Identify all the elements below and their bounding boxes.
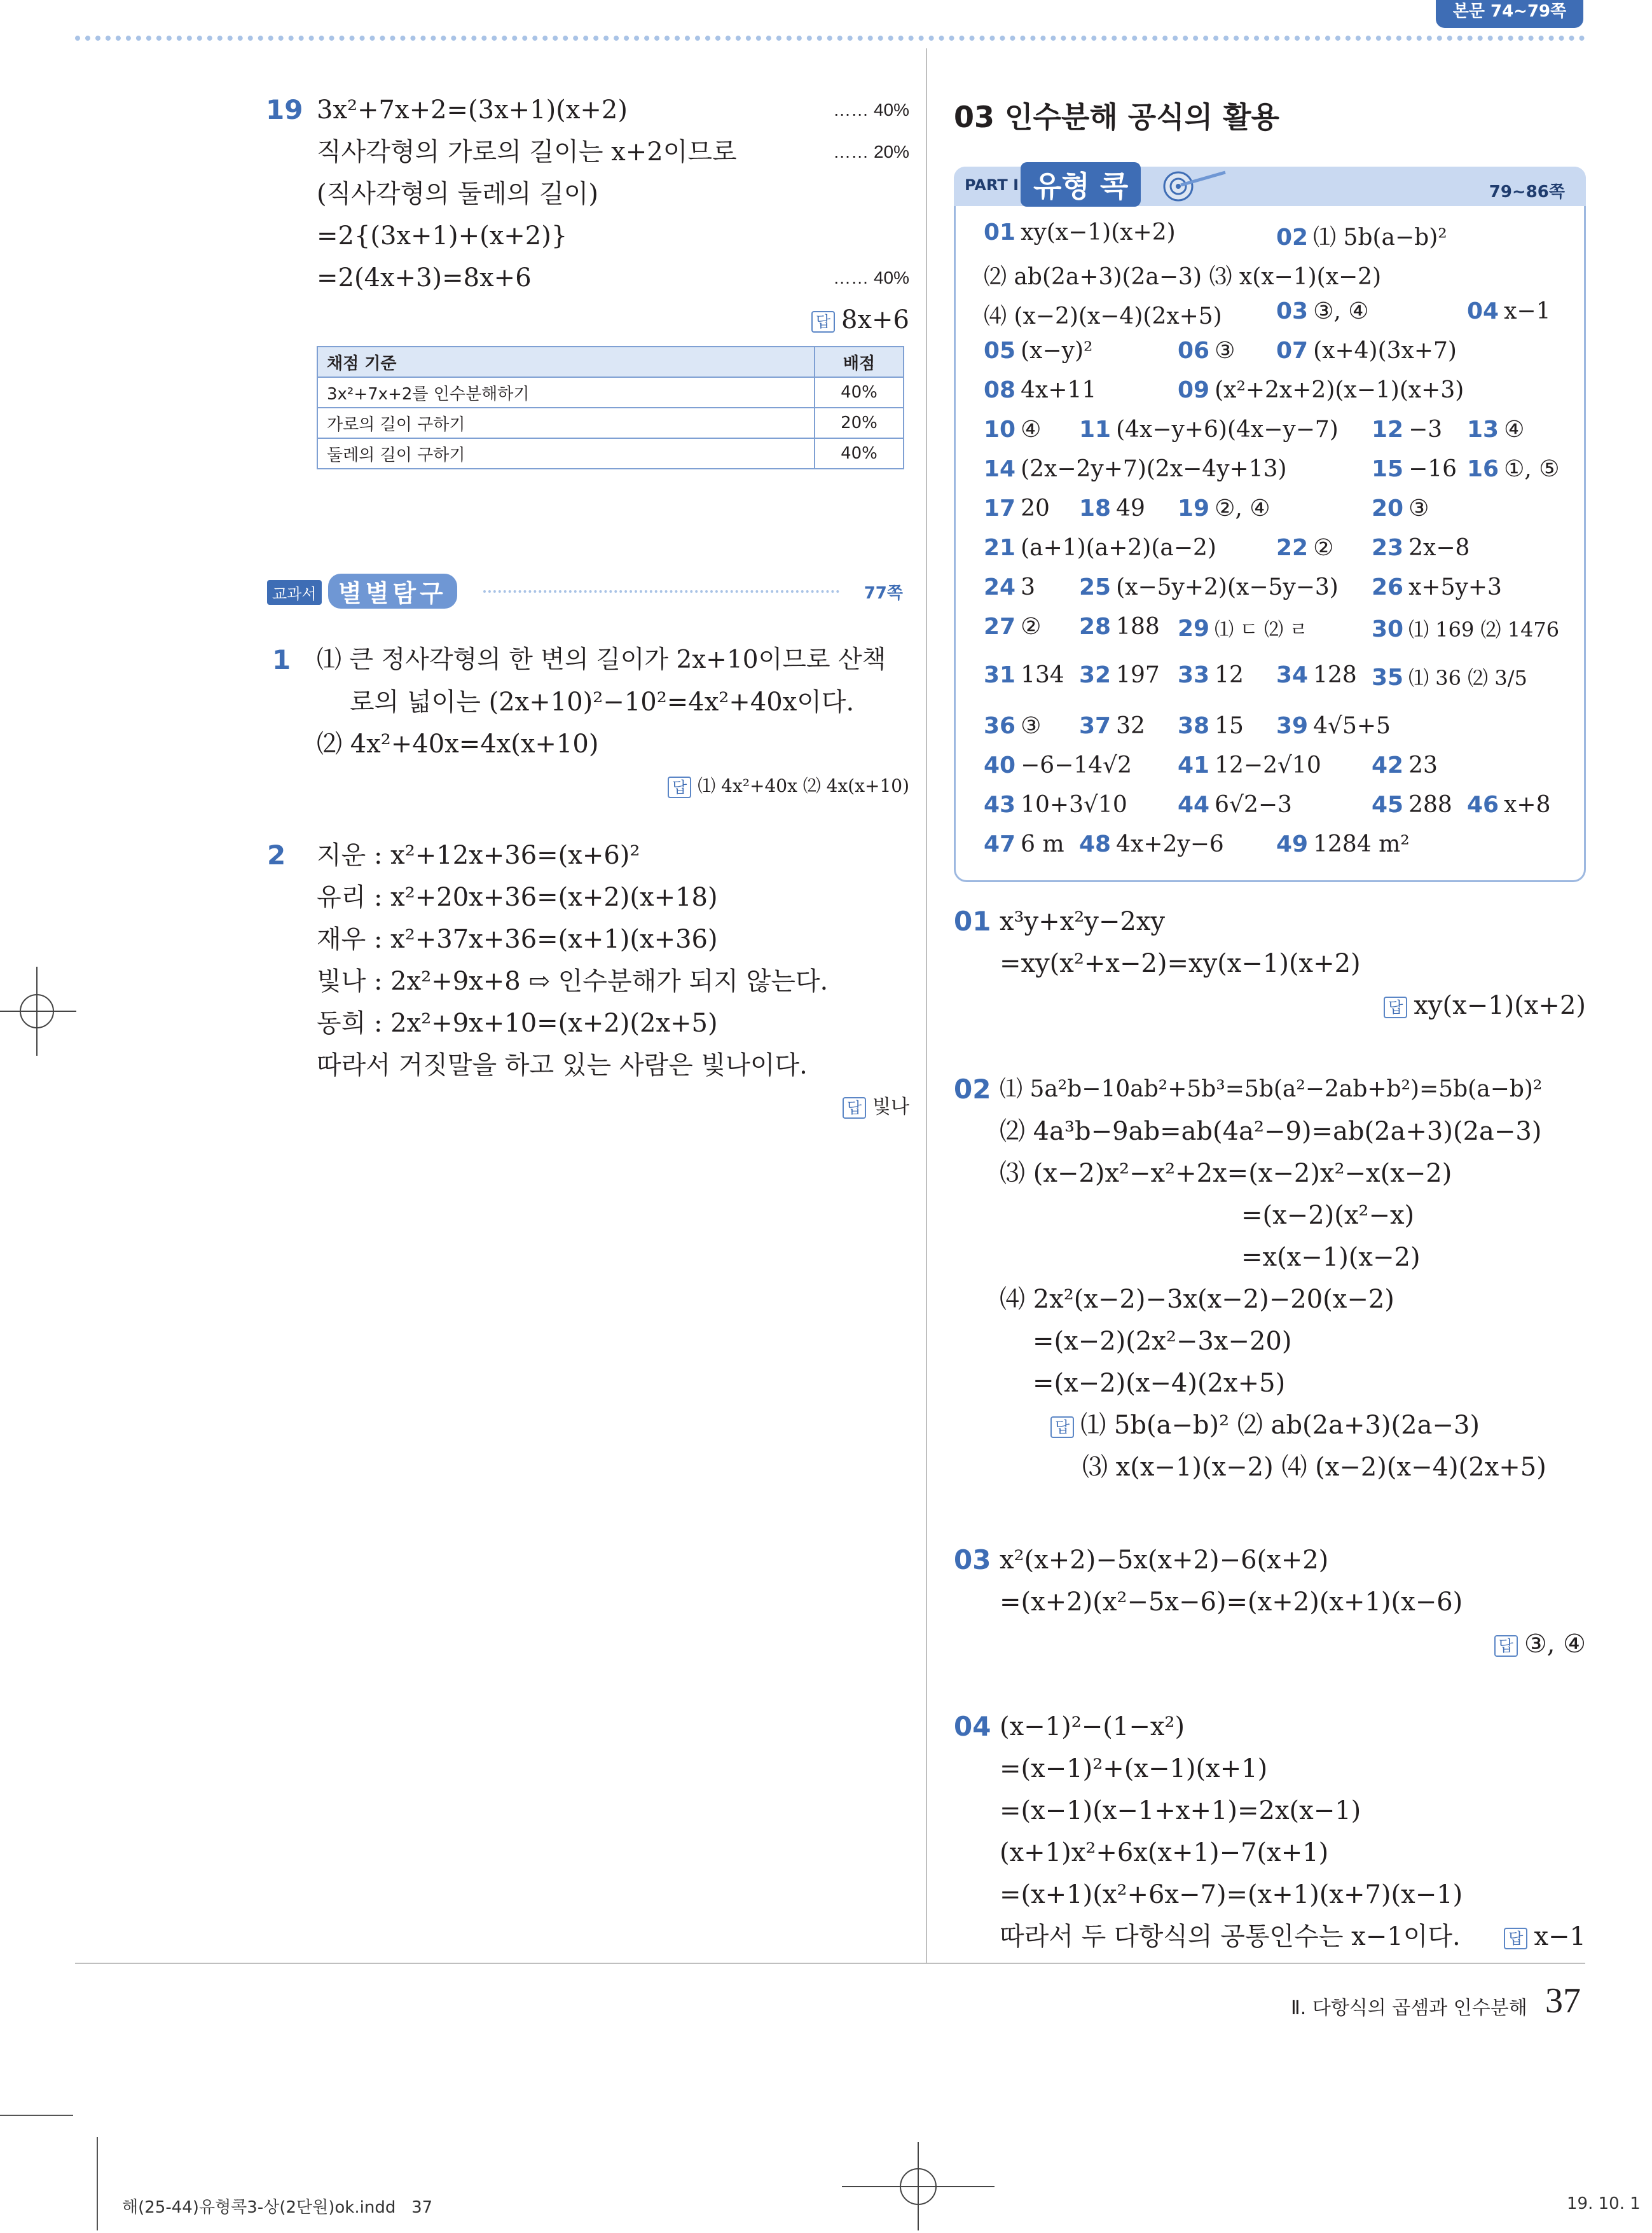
answer-value: 1284 m² bbox=[1313, 831, 1410, 857]
answer-value: 12−2√10 bbox=[1215, 752, 1321, 778]
footer-rule bbox=[75, 1963, 1585, 1964]
answer-num: 21 bbox=[984, 535, 1016, 561]
scoring-criteria-table bbox=[317, 346, 904, 469]
answer-value: −3 bbox=[1408, 417, 1443, 443]
problem-number: 19 bbox=[266, 94, 303, 125]
answer-value: 6√2−3 bbox=[1215, 792, 1292, 818]
solution-line: =(x−2)(x²−x) bbox=[1241, 1201, 1415, 1230]
answer-num: 14 bbox=[984, 456, 1016, 482]
answer-value: (x²+2x+2)(x−1)(x+3) bbox=[1215, 377, 1464, 403]
answer-text: ③, ④ bbox=[1524, 1629, 1586, 1659]
answer-value: 188 bbox=[1116, 614, 1160, 640]
header-page-ref: 본문 74~79쪽 bbox=[1452, 2, 1567, 21]
answer-value: ③ bbox=[1215, 338, 1236, 364]
answer-num: 28 bbox=[1079, 614, 1112, 640]
solution-line bbox=[317, 131, 909, 173]
footer-page-number: 37 bbox=[1545, 1981, 1581, 2021]
solution-line: =2{(3x+1)+(x+2)} bbox=[317, 221, 568, 251]
answer-value: x+8 bbox=[1504, 792, 1551, 818]
answer-value: 6 m bbox=[1021, 831, 1064, 857]
table-cell: 20% bbox=[815, 408, 904, 438]
answer-num: 05 bbox=[984, 338, 1016, 364]
answer-row bbox=[1000, 1446, 1586, 1488]
solution-01 bbox=[954, 901, 1586, 1027]
section-dotted-rule bbox=[483, 590, 839, 593]
problem-number: 02 bbox=[954, 1074, 991, 1105]
answer-value: (x+4)(3x+7) bbox=[1313, 338, 1457, 364]
answer-value: 32 bbox=[1116, 713, 1145, 739]
answer-num: 42 bbox=[1372, 752, 1404, 778]
answer-value: −16 bbox=[1408, 456, 1457, 482]
answer-num: 17 bbox=[984, 495, 1016, 522]
answer-num: 19 bbox=[1178, 495, 1210, 522]
solution-line: ⑷ 2x²(x−2)−3x(x−2)−20(x−2) bbox=[1000, 1285, 1394, 1314]
answer-row bbox=[317, 299, 909, 341]
answer-value: 4x+11 bbox=[1021, 377, 1097, 403]
solution-line: 로의 넓이는 (2x+10)²−10²=4x²+40x이다. bbox=[350, 688, 855, 717]
answer-text: ⑴ 4x²+40x ⑵ 4x(x+10) bbox=[698, 775, 909, 796]
problem-number: 04 bbox=[954, 1711, 991, 1742]
problem-number: 03 bbox=[954, 1544, 991, 1575]
answer-value: ⑴ 169 ⑵ 1476 bbox=[1408, 618, 1560, 642]
answer-row bbox=[1504, 1916, 1586, 1958]
pages-label: 79~86쪽 bbox=[1489, 183, 1565, 202]
answer-num: 44 bbox=[1178, 792, 1210, 818]
solution-02 bbox=[954, 1068, 1586, 1488]
answer-num: 41 bbox=[1178, 752, 1210, 778]
answer-value: 20 bbox=[1021, 495, 1050, 522]
answer-num: 49 bbox=[1276, 831, 1309, 857]
solution-line: =(x+1)(x²+6x−7)=(x+1)(x+7)(x−1) bbox=[1000, 1880, 1463, 1909]
answer-num: 20 bbox=[1372, 495, 1404, 522]
solution-line bbox=[317, 257, 909, 299]
answer-num: 38 bbox=[1178, 713, 1210, 739]
solution-line: =x(x−1)(x−2) bbox=[1241, 1243, 1421, 1272]
section-title: 별별탐구 bbox=[328, 574, 457, 609]
answer-mark: 답 bbox=[811, 311, 835, 333]
solution-line: 재우 : x²+37x+36=(x+1)(x+36) bbox=[317, 925, 718, 954]
solution-line: 지운 : x²+12x+36=(x+6)² bbox=[317, 841, 640, 870]
answer-text: ⑴ 5b(a−b)² ⑵ ab(2a+3)(2a−3) bbox=[1080, 1411, 1480, 1440]
answer-mark: 답 bbox=[843, 1097, 866, 1119]
solution-line: =(x+2)(x²−5x−6)=(x+2)(x+1)(x−6) bbox=[1000, 1587, 1463, 1617]
answer-num: 34 bbox=[1276, 662, 1309, 688]
solution-line: 유리 : x²+20x+36=(x+2)(x+18) bbox=[317, 883, 718, 912]
answer-num: 26 bbox=[1372, 574, 1404, 600]
solution-line: =(x−1)²+(x−1)(x+1) bbox=[1000, 1754, 1268, 1783]
line-text: 따라서 두 다항식의 공통인수는 x−1이다. bbox=[1000, 1922, 1461, 1951]
table-cell: 3x²+7x+2를 인수분해하기 bbox=[317, 377, 815, 408]
answer-num: 09 bbox=[1178, 377, 1210, 403]
footer-chapter: Ⅱ. 다항식의 곱셈과 인수분해 bbox=[1291, 1997, 1527, 2019]
answer-num: 31 bbox=[984, 662, 1016, 688]
answer-value: 2x−8 bbox=[1408, 535, 1470, 561]
answer-value: 10+3√10 bbox=[1021, 792, 1127, 818]
answers-grid bbox=[984, 219, 1575, 875]
answer-num: 07 bbox=[1276, 338, 1309, 364]
section-label: 교과서 bbox=[267, 580, 322, 605]
answer-num: 43 bbox=[984, 792, 1016, 818]
answer-num: 29 bbox=[1178, 616, 1210, 642]
answer-num: 25 bbox=[1079, 574, 1112, 600]
solution-line: ⑶ (x−2)x²−x²+2x=(x−2)x²−x(x−2) bbox=[1000, 1159, 1452, 1188]
answer-value: 4x+2y−6 bbox=[1116, 831, 1224, 857]
answer-value: ②, ④ bbox=[1215, 495, 1270, 522]
line-text: =2(4x+3)=8x+6 bbox=[317, 263, 532, 293]
table-cell: 40% bbox=[815, 377, 904, 408]
answer-value: 15 bbox=[1215, 713, 1244, 739]
table-cell: 둘레의 길이 구하기 bbox=[317, 438, 815, 469]
solution-line: 빛나 : 2x²+9x+8 ⇨ 인수분해가 되지 않는다. bbox=[317, 967, 829, 996]
section-title: 03 인수분해 공식의 활용 bbox=[954, 100, 1279, 134]
table-header-row bbox=[317, 347, 904, 377]
solution-line bbox=[1000, 1916, 1586, 1958]
answer-value: ⑷ (x−2)(x−4)(2x+5) bbox=[984, 303, 1222, 329]
table-cell: 40% bbox=[815, 438, 904, 469]
problem-2 bbox=[261, 834, 909, 1128]
answer-value: 128 bbox=[1313, 662, 1357, 688]
answer-value: 49 bbox=[1116, 495, 1145, 522]
answer-num: 12 bbox=[1372, 417, 1404, 443]
solution-line: ⑴ 5a²b−10ab²+5b³=5b(a²−2ab+b²)=5b(a−b)² bbox=[1000, 1076, 1543, 1102]
answer-num: 22 bbox=[1276, 535, 1309, 561]
answer-num: 40 bbox=[984, 752, 1016, 778]
solution-03 bbox=[954, 1539, 1586, 1665]
answer-value: ③ bbox=[1021, 713, 1042, 739]
textbook-section-header bbox=[267, 572, 903, 611]
quick-answer-box bbox=[954, 167, 1586, 882]
answer-text: ⑶ x(x−1)(x−2) ⑷ (x−2)(x−4)(2x+5) bbox=[1082, 1453, 1546, 1482]
answer-value: 134 bbox=[1021, 662, 1064, 688]
answer-value: 12 bbox=[1215, 662, 1244, 688]
answer-num: 02 bbox=[1276, 225, 1309, 251]
answer-num: 03 bbox=[1276, 298, 1309, 324]
answer-value: ⑴ 5b(a−b)² bbox=[1313, 225, 1447, 251]
answer-num: 45 bbox=[1372, 792, 1404, 818]
answer-row bbox=[1000, 1404, 1586, 1446]
footer-filename: 해(25-44)유형콕3-상(2단원)ok.indd 37 bbox=[122, 2198, 433, 2217]
answer-num: 10 bbox=[984, 417, 1016, 443]
answer-row bbox=[1000, 1623, 1586, 1665]
target-icon bbox=[1159, 170, 1229, 205]
answer-num: 01 bbox=[984, 219, 1016, 245]
solution-line: (x−1)²−(1−x²) bbox=[1000, 1712, 1185, 1741]
solution-line: x³y+x²y−2xy bbox=[1000, 907, 1166, 936]
table-row bbox=[317, 438, 904, 469]
answer-mark: 답 bbox=[1494, 1635, 1518, 1657]
solution-line: 따라서 거짓말을 하고 있는 사람은 빛나이다. bbox=[317, 1051, 808, 1080]
answer-num: 13 bbox=[1467, 417, 1499, 443]
answer-value: ④ bbox=[1021, 417, 1042, 443]
answer-row bbox=[317, 1086, 909, 1128]
solution-line: =xy(x²+x−2)=xy(x−1)(x+2) bbox=[1000, 949, 1361, 978]
table-header: 배점 bbox=[815, 347, 904, 377]
answer-value: ③, ④ bbox=[1313, 298, 1369, 324]
answer-value: x−1 bbox=[1504, 298, 1551, 324]
answer-num: 23 bbox=[1372, 535, 1404, 561]
column-divider bbox=[926, 48, 927, 1963]
brand-title: 유형 콕 bbox=[1021, 162, 1141, 207]
problem-number: 01 bbox=[954, 906, 991, 937]
answer-num: 27 bbox=[984, 614, 1016, 640]
answer-text: 빛나 bbox=[872, 1096, 909, 1118]
section-page: 77쪽 bbox=[864, 584, 903, 603]
answer-text: xy(x−1)(x+2) bbox=[1414, 991, 1586, 1020]
answer-num: 47 bbox=[984, 831, 1016, 857]
answer-value: −6−14√2 bbox=[1021, 752, 1132, 778]
solution-line: =(x−2)(2x²−3x−20) bbox=[1033, 1327, 1292, 1356]
answer-num: 35 bbox=[1372, 665, 1404, 691]
solution-line: =(x−2)(x−4)(2x+5) bbox=[1033, 1369, 1286, 1398]
solution-line: ⑵ 4a³b−9ab=ab(4a²−9)=ab(2a+3)(2a−3) bbox=[1000, 1117, 1542, 1146]
answer-value: ⑴ ㄷ ⑵ ㄹ bbox=[1215, 619, 1308, 641]
answer-num: 46 bbox=[1467, 792, 1499, 818]
answer-num: 33 bbox=[1178, 662, 1210, 688]
answer-value: 197 bbox=[1116, 662, 1160, 688]
crop-mark-line bbox=[0, 2115, 73, 2116]
answer-value: 23 bbox=[1408, 752, 1438, 778]
answer-value: xy(x−1)(x+2) bbox=[1021, 219, 1176, 245]
answer-value: (a+1)(a+2)(a−2) bbox=[1021, 535, 1216, 561]
score-percent: …… 40% bbox=[833, 100, 909, 120]
answer-num: 24 bbox=[984, 574, 1016, 600]
answer-value: (x−y)² bbox=[1021, 338, 1093, 364]
answer-num: 08 bbox=[984, 377, 1016, 403]
solution-04 bbox=[954, 1706, 1586, 1958]
answer-num: 48 bbox=[1079, 831, 1112, 857]
problem-number: 1 bbox=[272, 644, 291, 675]
registration-mark-icon bbox=[0, 967, 76, 1058]
answer-text: x−1 bbox=[1534, 1922, 1586, 1951]
score-percent: …… 40% bbox=[833, 268, 909, 287]
answer-mark: 답 bbox=[1050, 1416, 1074, 1438]
answer-mark: 답 bbox=[1504, 1928, 1527, 1949]
answer-value: ② bbox=[1021, 614, 1042, 640]
answer-mark: 답 bbox=[668, 777, 691, 798]
solution-line: 동희 : 2x²+9x+10=(x+2)(2x+5) bbox=[317, 1009, 718, 1038]
answer-row bbox=[317, 765, 909, 807]
solution-line bbox=[317, 89, 909, 131]
answer-value: ①, ⑤ bbox=[1504, 456, 1560, 482]
solution-line: ⑵ 4x²+40x=4x(x+10) bbox=[317, 729, 599, 759]
problem-1 bbox=[261, 639, 909, 807]
crop-mark-line bbox=[97, 2137, 98, 2230]
answer-num: 37 bbox=[1079, 713, 1112, 739]
registration-mark-icon bbox=[842, 2142, 995, 2233]
answer-num: 04 bbox=[1467, 298, 1499, 324]
answer-num: 11 bbox=[1079, 417, 1112, 443]
answer-num: 18 bbox=[1079, 495, 1112, 522]
problem-19 bbox=[261, 89, 909, 341]
table-cell: 가로의 길이 구하기 bbox=[317, 408, 815, 438]
answer-value: ③ bbox=[1408, 495, 1429, 522]
answer-value: ⑵ ab(2a+3)(2a−3) ⑶ x(x−1)(x−2) bbox=[984, 264, 1382, 290]
table-header: 채점 기준 bbox=[317, 347, 815, 377]
answer-value: x+5y+3 bbox=[1408, 574, 1502, 600]
answer-num: 30 bbox=[1372, 616, 1404, 642]
solution-line: =(x−1)(x−1+x+1)=2x(x−1) bbox=[1000, 1796, 1361, 1825]
answer-value: (x−5y+2)(x−5y−3) bbox=[1116, 574, 1339, 600]
solution-line: (직사각형의 둘레의 길이) bbox=[317, 179, 599, 209]
answer-value: 4√5+5 bbox=[1313, 713, 1391, 739]
table-row bbox=[317, 377, 904, 408]
answer-text: 8x+6 bbox=[841, 305, 909, 335]
answer-num: 15 bbox=[1372, 456, 1404, 482]
table-row bbox=[317, 408, 904, 438]
answer-value: (2x−2y+7)(2x−4y+13) bbox=[1021, 456, 1287, 482]
answer-value: ⑴ 36 ⑵ 3/5 bbox=[1408, 666, 1527, 690]
score-percent: …… 20% bbox=[833, 142, 909, 162]
answer-num: 16 bbox=[1467, 456, 1499, 482]
answer-num: 32 bbox=[1079, 662, 1112, 688]
answer-row bbox=[1000, 985, 1586, 1027]
answer-value: 288 bbox=[1408, 792, 1452, 818]
answer-num: 36 bbox=[984, 713, 1016, 739]
answer-num: 39 bbox=[1276, 713, 1309, 739]
solution-line: ⑴ 큰 정사각형의 한 변의 길이가 2x+10이므로 산책 bbox=[317, 646, 886, 674]
line-text: 직사각형의 가로의 길이는 x+2이므로 bbox=[317, 137, 737, 167]
line-text: 3x²+7x+2=(3x+1)(x+2) bbox=[317, 95, 628, 125]
answer-mark: 답 bbox=[1384, 997, 1407, 1018]
footer-date: 19. 10. 1 bbox=[1567, 2194, 1641, 2213]
part-label: PART Ⅰ bbox=[965, 176, 1019, 194]
answer-num: 06 bbox=[1178, 338, 1210, 364]
solution-line: (x+1)x²+6x(x+1)−7(x+1) bbox=[1000, 1838, 1329, 1867]
answer-value: (4x−y+6)(4x−y−7) bbox=[1116, 417, 1339, 443]
answer-value: ④ bbox=[1504, 417, 1525, 443]
answer-value: 3 bbox=[1021, 574, 1036, 600]
solution-line: x²(x+2)−5x(x+2)−6(x+2) bbox=[1000, 1545, 1329, 1575]
top-divider bbox=[75, 36, 1585, 41]
left-column bbox=[261, 89, 909, 469]
problem-number: 2 bbox=[267, 840, 286, 871]
answer-value: ② bbox=[1313, 535, 1334, 561]
